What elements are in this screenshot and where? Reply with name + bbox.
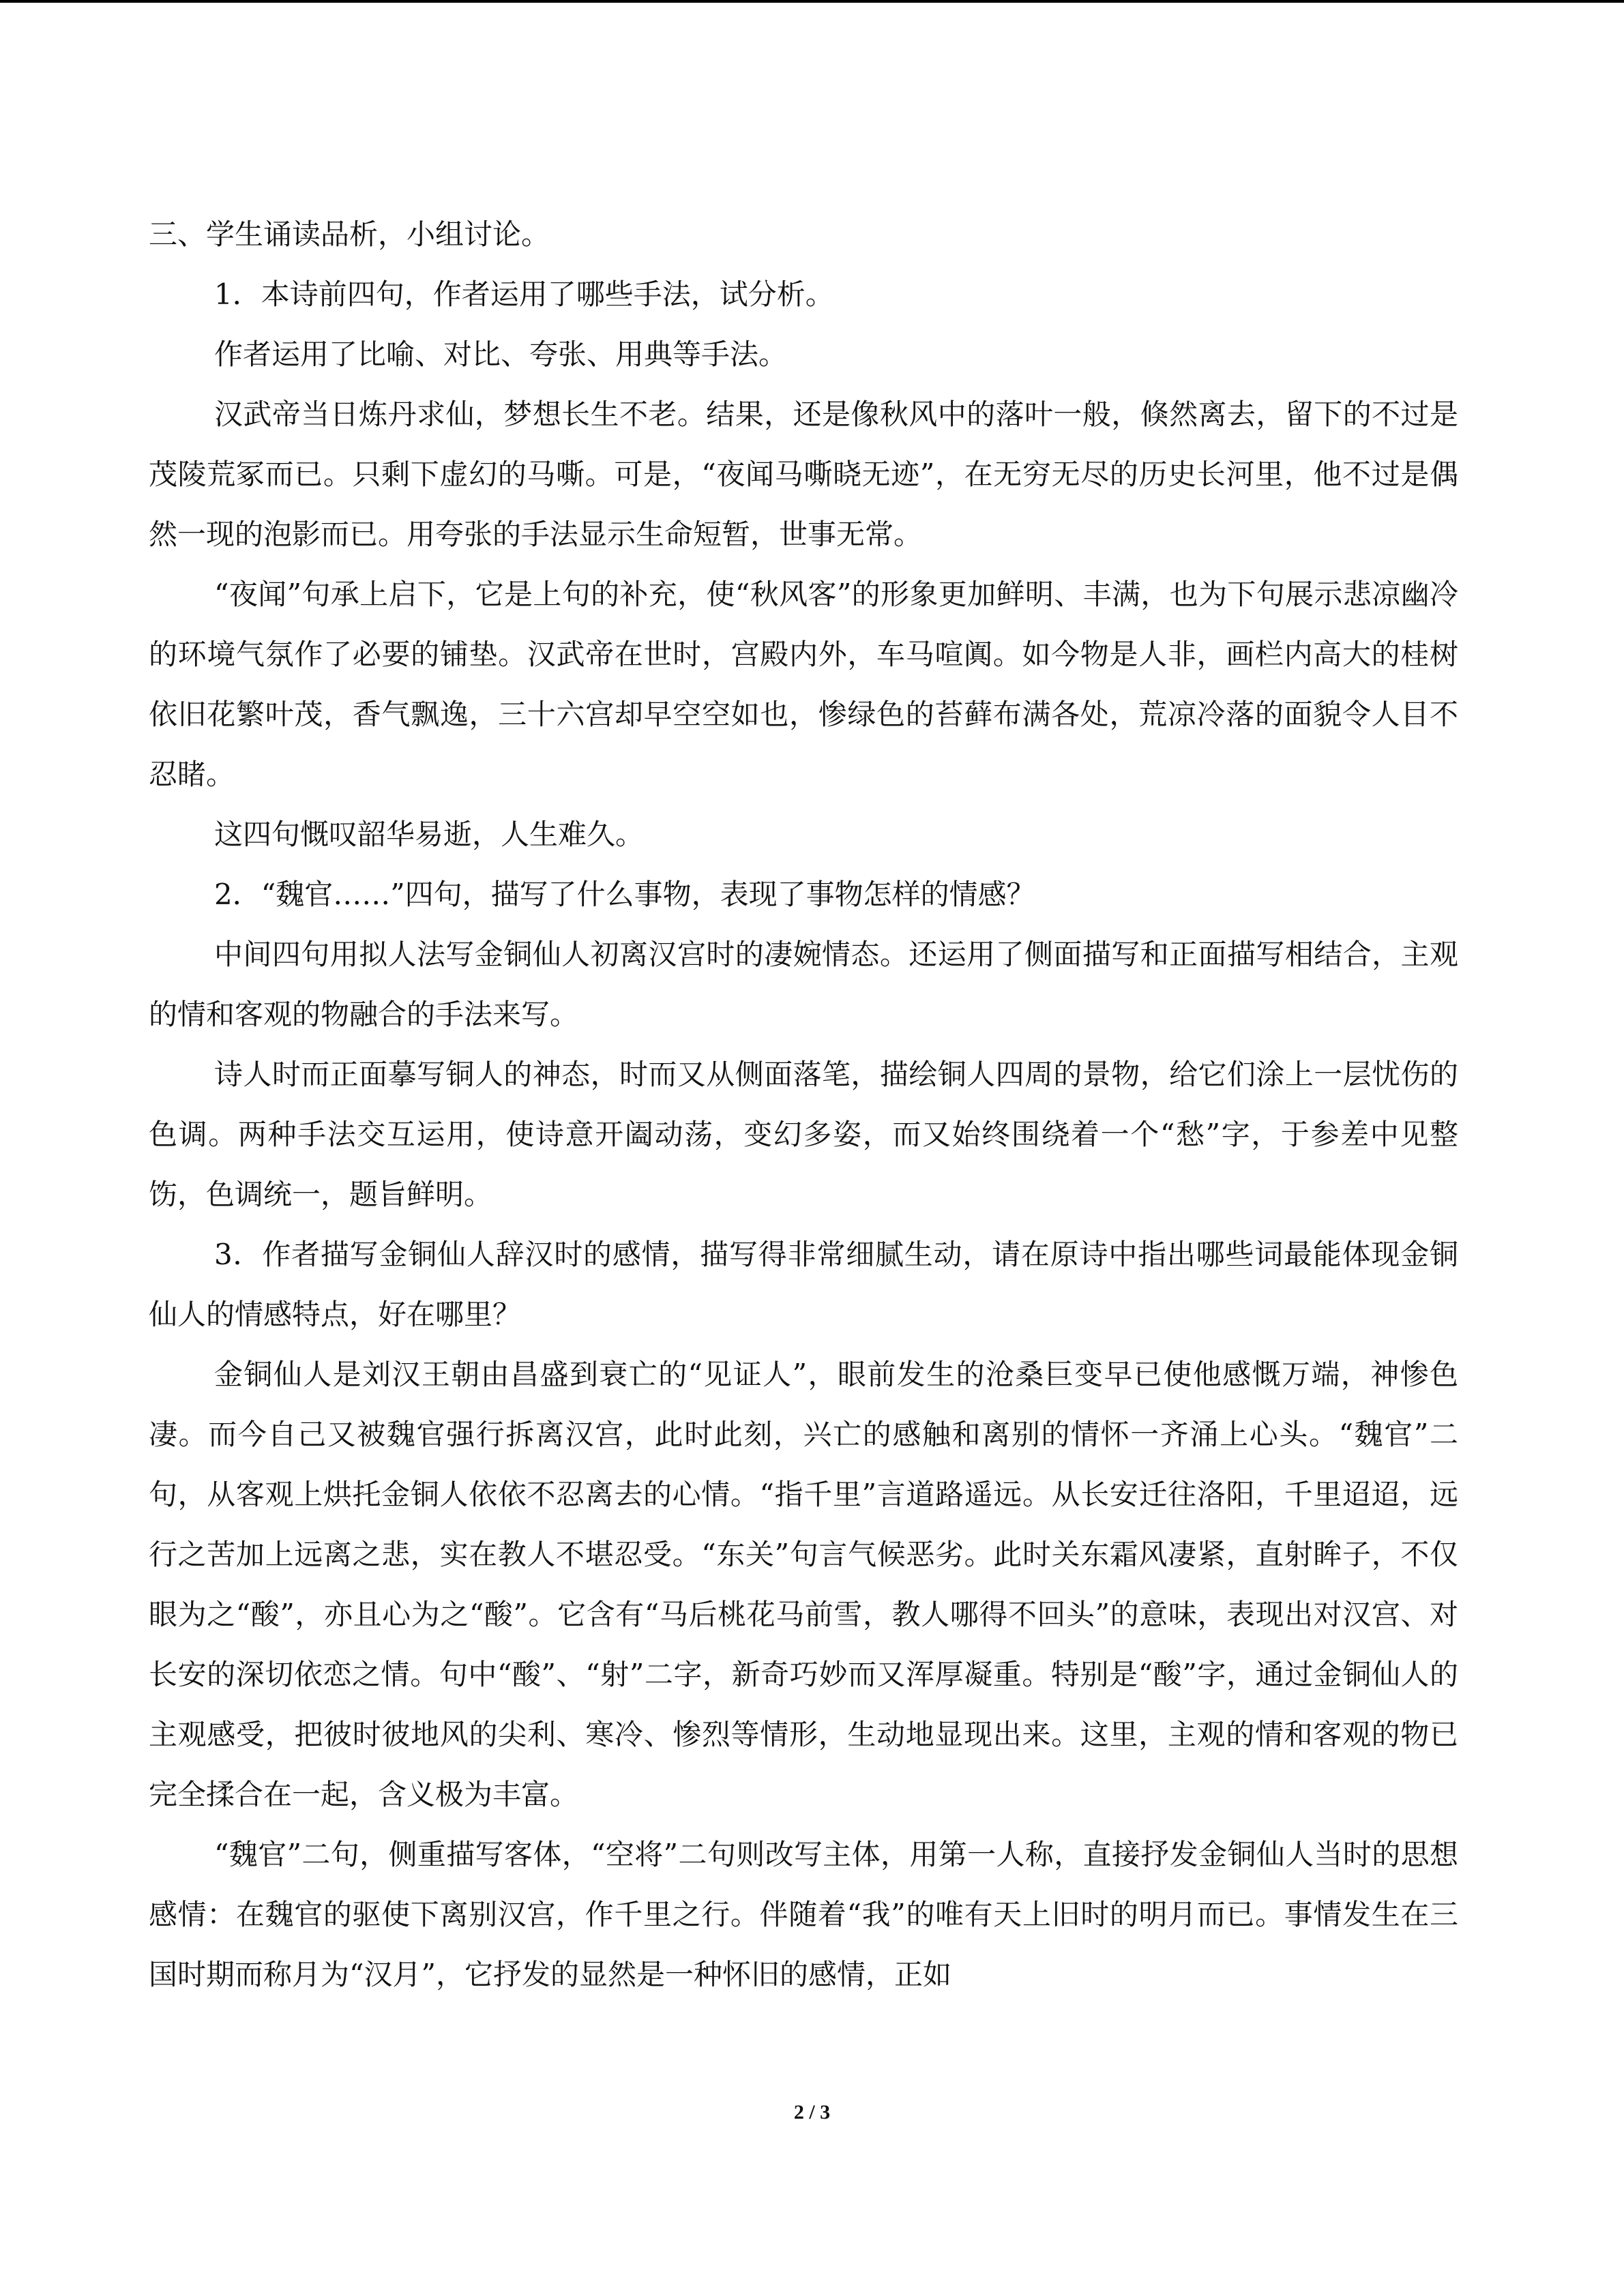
answer-1-paragraph-1: 汉武帝当日炼丹求仙，梦想长生不老。结果，还是像秋风中的落叶一般，倏然离去，留下的不过是茂陵荒冢而已。只剩下虚幻的马嘶。可是，“夜闻马嘶晓无迹”，在无穷无尽的历史长河里，他不过是偶然一现的泡影而已。用夸张的手法显示生命短暂，世事无常。 — [149, 398, 1458, 551]
question-1: 1．本诗前四句，作者运用了哪些手法，试分析。 — [214, 278, 834, 311]
answer-3-paragraph-2: “魏官”二句，侧重描写客体，“空将”二句则改写主体，用第一人称，直接抒发金铜仙人当时的思想感情：在魏官的驱使下离别汉宫，作千里之行。伴随着“我”的唯有天上旧时的明月而已。事情发生在三国时期而称月为“汉月”，它抒发的显然是一种怀旧的感情，正如 — [149, 1838, 1458, 1991]
section-heading: 三、学生诵读品析，小组讨论。 — [149, 218, 550, 251]
question-3: 3．作者描写金铜仙人辞汉时的感情，描写得非常细腻生动，请在原诗中指出哪些词最能体现金铜仙人的情感特点，好在哪里？ — [149, 1238, 1458, 1331]
answer-3-paragraph-1: 金铜仙人是刘汉王朝由昌盛到衰亡的“见证人”，眼前发生的沧桑巨变早已使他感慨万端，神惨色凄。而今自己又被魏官强行拆离汉宫，此时此刻，兴亡的感触和离别的情怀一齐涌上心头。“魏官”二句，从客观上烘托金铜人依依不忍离去的心情。“指千里”言道路遥远。从长安迁往洛阳，千里迢迢，远行之苦加上远离之悲，实在教人不堪忍受。“东关”句言气候恶劣。此时关东霜风凄紧，直射眸子，不仅眼为之“酸”，亦且心为之“酸”。它含有“马后桃花马前雪，教人哪得不回头”的意味，表现出对汉宫、对长安的深切依恋之情。句中“酸”、“射”二字，新奇巧妙而又浑厚凝重。特别是“酸”字，通过金铜仙人的主观感受，把彼时彼地风的尖利、寒冷、惨烈等情形，生动地显现出来。这里，主观的情和客观的物已完全揉合在一起，含义极为丰富。 — [149, 1358, 1458, 1811]
answer-2-paragraph-2: 诗人时而正面摹写铜人的神态，时而又从侧面落笔，描绘铜人四周的景物，给它们涂上一层忧伤的色调。两种手法交互运用，使诗意开阖动荡，变幻多姿，而又始终围绕着一个“愁”字，于参差中见整饬，色调统一，题旨鲜明。 — [149, 1058, 1458, 1211]
answer-1-conclusion: 这四句慨叹韶华易逝，人生难久。 — [214, 818, 645, 851]
page-number: 2 / 3 — [793, 2101, 831, 2123]
answer-1-paragraph-2: “夜闻”句承上启下，它是上句的补充，使“秋风客”的形象更加鲜明、丰满，也为下句展示悲凉幽冷的环境气氛作了必要的铺垫。汉武帝在世时，宫殿内外，车马喧阗。如今物是人非，画栏内高大的桂树依旧花繁叶茂，香气飘逸，三十六宫却早空空如也，惨绿色的苔藓布满各处，荒凉冷落的面貌令人目不忍睹。 — [149, 578, 1458, 791]
answer-1-summary: 作者运用了比喻、对比、夸张、用典等手法。 — [214, 338, 788, 371]
document-body — [149, 205, 1458, 2005]
question-2: 2．“魏官……”四句，描写了什么事物，表现了事物怎样的情感？ — [214, 878, 1035, 911]
top-border-line — [0, 0, 1624, 3]
answer-2-paragraph-1: 中间四句用拟人法写金铜仙人初离汉宫时的凄婉情态。还运用了侧面描写和正面描写相结合，主观的情和客观的物融合的手法来写。 — [149, 938, 1458, 1031]
